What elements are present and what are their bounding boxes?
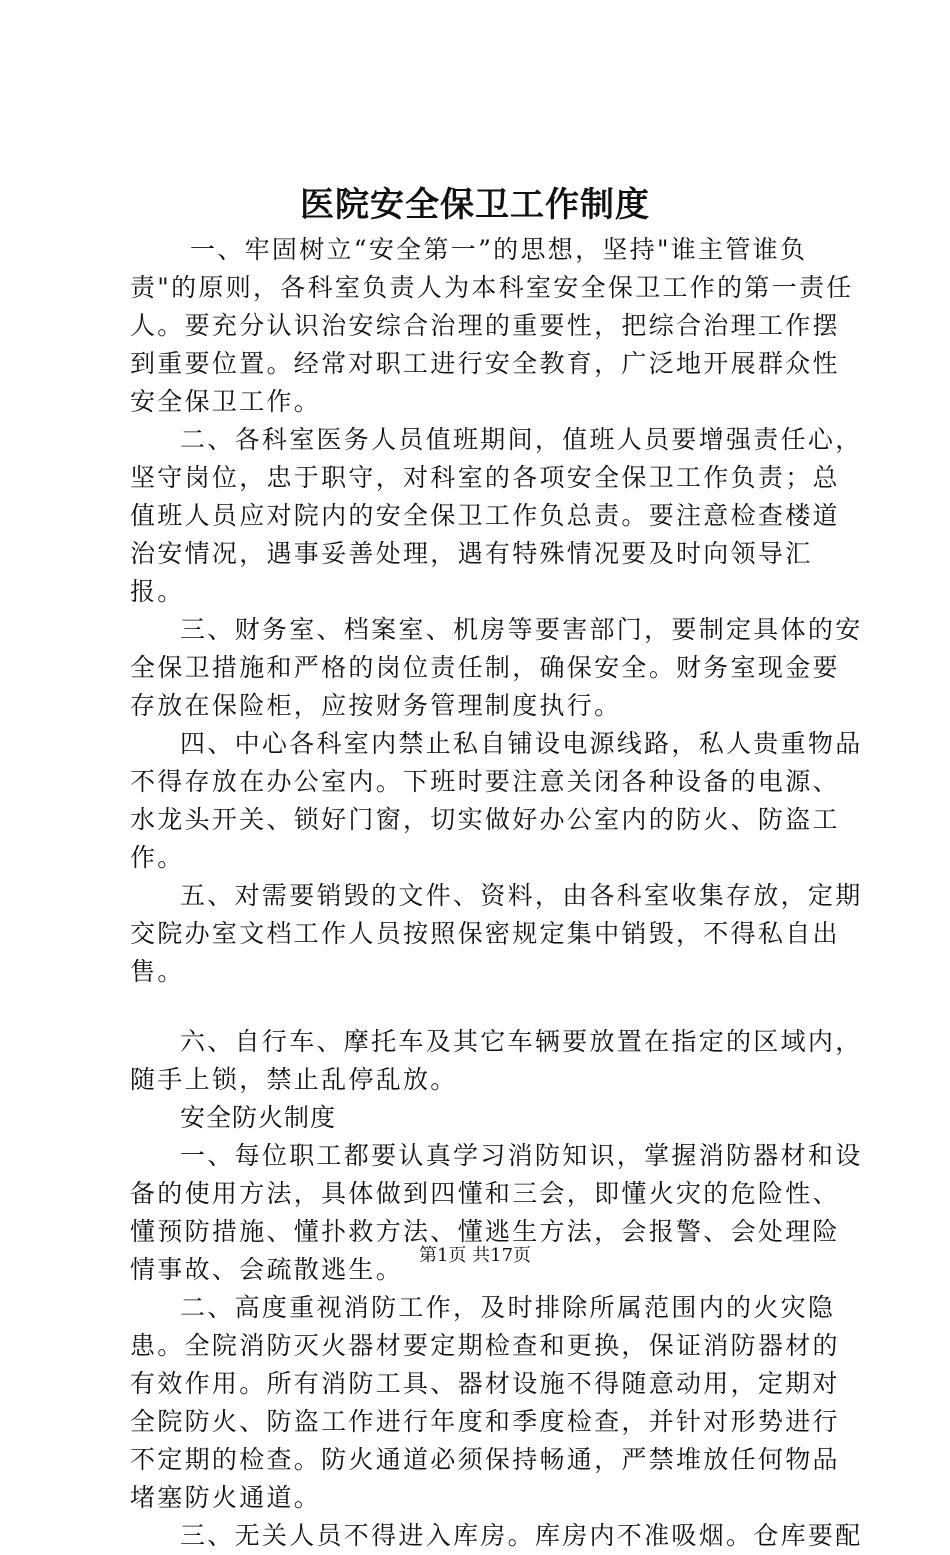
section-heading-fire-safety: 安全防火制度 bbox=[180, 1103, 337, 1132]
page-number-footer: 第1页 共17页 bbox=[418, 1245, 532, 1266]
paragraph-1: 一、牢固树立“安全第一”的思想，坚持"谁主管谁负责"的原则，各科室负责人为本科室安全保卫工作的第一责任人。要充分认识治安综合治理的重要性，把综合治理工作摆到重要位置。经常对职工进行安全教育，广泛地开展群众性安全保卫工作。 bbox=[130, 235, 854, 416]
paragraph-4: 四、中心各科室内禁止私自铺设电源线路，私人贵重物品不得存放在办公室内。下班时要注意关闭各种设备的电源、水龙头开关、锁好门窗，切实做好办公室内的防火、防盗工作。 bbox=[130, 729, 863, 872]
paragraph-7: 一、每位职工都要认真学习消防知识，掌握消防器材和设备的使用方法，具体做到四懂和三会，即懂火灾的危险性、懂预防措施、懂扑救方法、懂逃生方法，会报警、会处理险情事故、会疏散逃生。 bbox=[130, 1141, 863, 1284]
paragraph-3: 三、财务室、档案室、机房等要害部门，要制定具体的安全保卫措施和严格的岗位责任制，确保安全。财务室现金要存放在保险柜，应按财务管理制度执行。 bbox=[130, 615, 863, 720]
paragraph-9: 三、无关人员不得进入库房。库房内不准吸烟。仓库要配 bbox=[180, 1521, 863, 1550]
document-title: 医院安全保卫工作制度 bbox=[300, 185, 650, 225]
paragraph-2: 二、各科室医务人员值班期间，值班人员要增强责任心，坚守岗位，忠于职守，对科室的各项安全保卫工作负责；总值班人员应对院内的安全保卫工作负总责。要注意检查楼道治安情况，遇事妥善处理，遇有特殊情况要及时向领导汇报。 bbox=[130, 425, 863, 606]
paragraph-8: 二、高度重视消防工作，及时排除所属范围内的火灾隐患。全院消防灭火器材要定期检查和更换，保证消防器材的有效作用。所有消防工具、器材设施不得随意动用，定期对全院防火、防盗工作进行年度和季度检查，并针对形势进行不定期的检查。防火通道必须保持畅通，严禁堆放任何物品堵塞防火通道。 bbox=[130, 1293, 840, 1512]
document-body bbox=[130, 231, 865, 1555]
paragraph-5: 五、对需要销毁的文件、资料，由各科室收集存放，定期交院办室文档工作人员按照保密规定集中销毁，不得私自出售。 bbox=[130, 881, 863, 986]
paragraph-6: 六、自行车、摩托车及其它车辆要放置在指定的区域内，随手上锁，禁止乱停乱放。 bbox=[130, 1027, 863, 1094]
